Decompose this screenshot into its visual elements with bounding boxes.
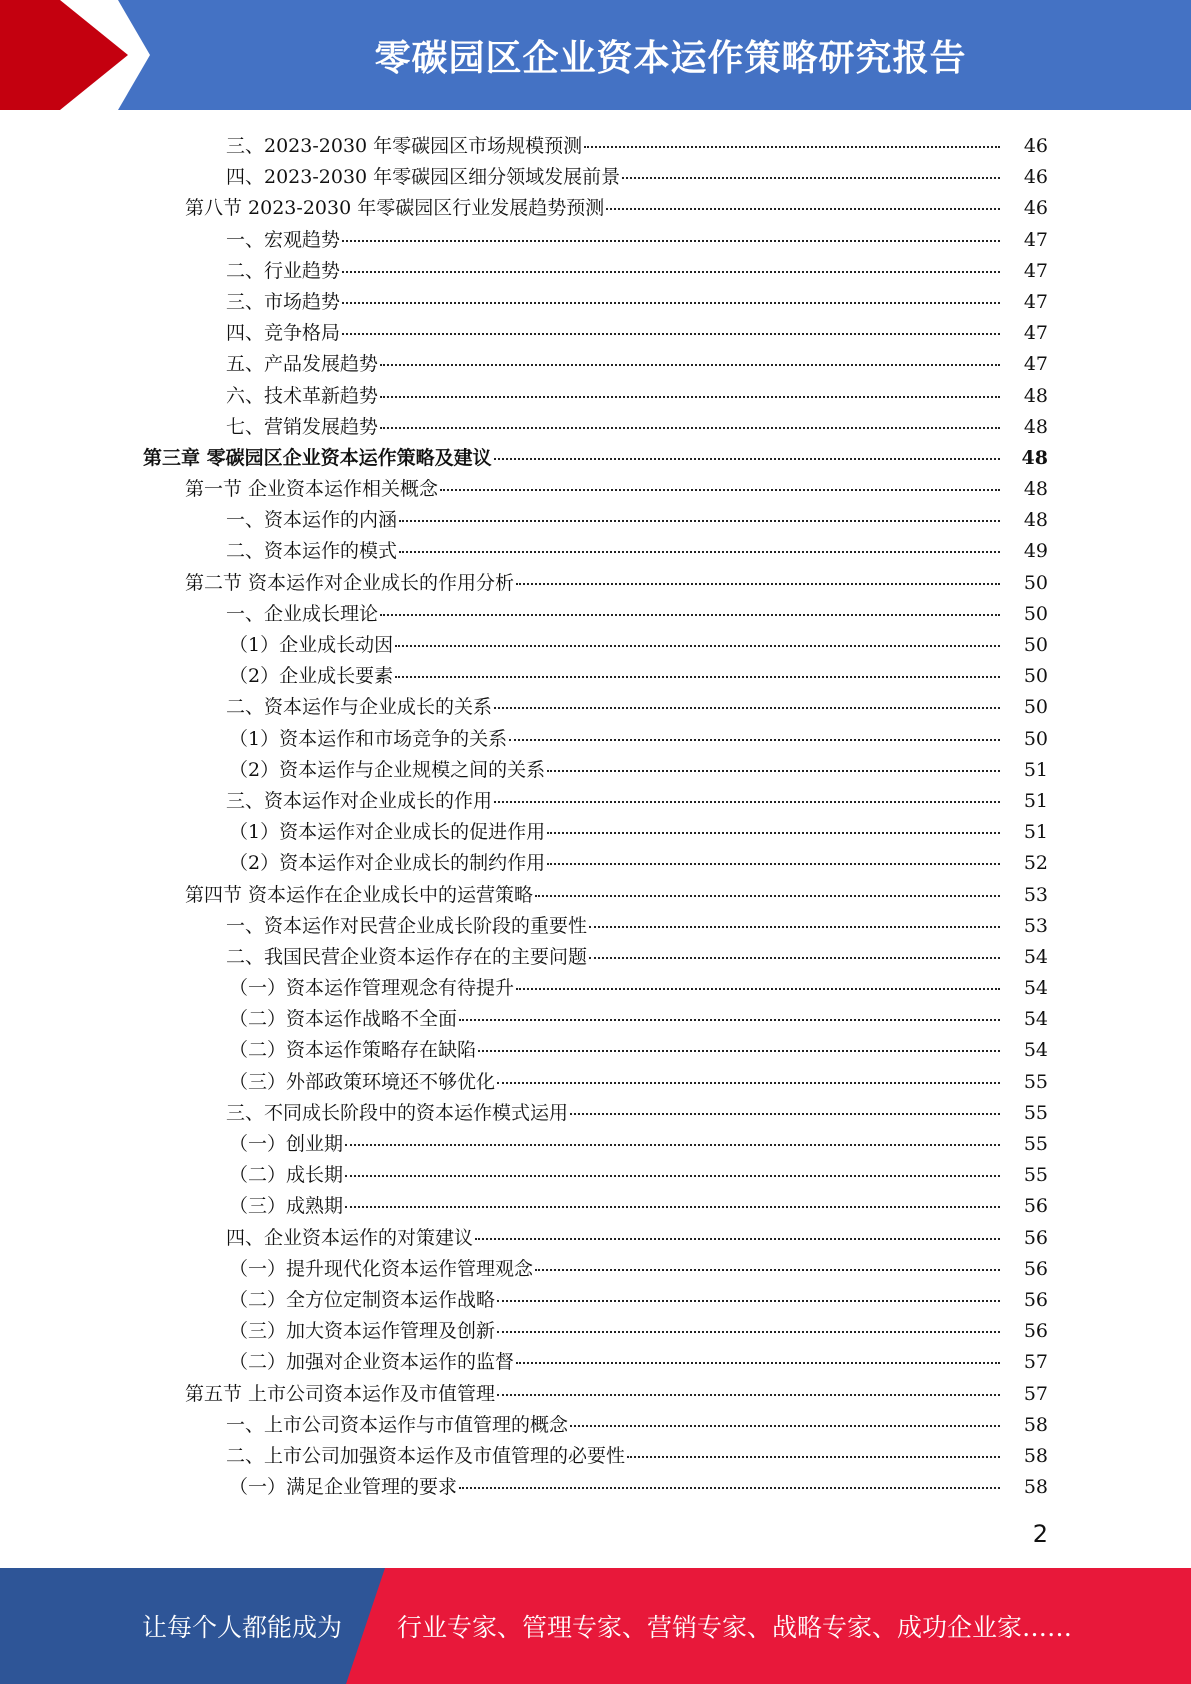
toc-entry-title: 第四节 资本运作在企业成长中的运营策略 [185,883,534,906]
toc-dot-leader [494,458,1000,460]
toc-entry-page: 51 [1023,789,1048,812]
toc-entry-page: 55 [1023,1133,1048,1155]
toc-entry[interactable] [0,377,1191,408]
toc-entry[interactable] [0,1375,1191,1406]
toc-dot-leader [345,1206,1000,1208]
toc-entry-title: 四、2023-2030 年零碳园区细分领域发展前景 [226,166,621,189]
toc-dot-leader [570,1113,1000,1115]
toc-dot-leader [342,302,1000,304]
toc-entry[interactable] [0,221,1191,252]
toc-entry[interactable] [0,1219,1191,1250]
toc-entry-page: 48 [1023,509,1048,532]
toc-entry-title: 一、上市公司资本运作与市值管理的概念 [226,1413,569,1436]
toc-dot-leader [459,1487,1000,1489]
toc-entry-title: （三）加大资本运作管理及创新 [229,1320,496,1343]
toc-entry-page: 47 [1023,228,1048,251]
toc-dot-leader [589,926,1000,928]
toc-entry-page: 57 [1023,1351,1048,1374]
chevron-decoration-icon [0,0,160,110]
toc-dot-leader [547,863,1000,865]
toc-entry-page: 54 [1023,1039,1048,1062]
toc-dot-leader [440,489,1000,491]
toc-dot-leader [535,1269,1000,1271]
toc-entry-title: 七、营销发展趋势 [226,415,379,438]
toc-entry[interactable] [0,1406,1191,1437]
toc-entry-page: 47 [1023,290,1048,313]
toc-entry-page: 58 [1023,1444,1048,1467]
toc-entry-title: （二）成长期 [229,1164,344,1187]
toc-entry-page: 48 [1023,384,1048,407]
toc-dot-leader [342,271,1000,273]
toc-entry[interactable] [0,1281,1191,1312]
report-title: 零碳园区企业资本运作策略研究报告 [374,37,967,79]
toc-entry[interactable] [0,439,1191,470]
page-header [0,0,1191,110]
toc-entry-page: 57 [1023,1382,1048,1405]
toc-entry[interactable] [0,1156,1191,1187]
toc-entry[interactable] [0,595,1191,626]
toc-dot-leader [395,676,1000,678]
toc-entry[interactable] [0,844,1191,875]
toc-entry-page: 50 [1023,602,1048,625]
toc-entry-title: 第八节 2023-2030 年零碳园区行业发展趋势预测 [185,197,605,220]
toc-entry-title: （2）企业成长要素 [229,665,394,688]
toc-entry-title: 一、资本运作对民营企业成长阶段的重要性 [226,914,588,937]
toc-dot-leader [380,396,1000,398]
toc-dot-leader [494,707,1000,709]
toc-entry-page: 52 [1023,852,1048,875]
toc-entry-title: 六、技术革新趋势 [226,384,379,407]
toc-entry[interactable] [0,626,1191,657]
toc-entry[interactable] [0,1343,1191,1374]
toc-entry-title: 第一节 企业资本运作相关概念 [185,478,439,501]
toc-entry-title: 二、资本运作的模式 [226,540,398,563]
toc-entry-page: 50 [1023,696,1048,719]
toc-entry-title: （三）外部政策环境还不够优化 [229,1070,496,1093]
toc-dot-leader [497,1331,1000,1333]
toc-entry-title: 第二节 资本运作对企业成长的作用分析 [185,571,515,594]
toc-entry[interactable] [0,470,1191,501]
toc-dot-leader [606,208,1000,210]
toc-dot-leader [570,1425,1000,1427]
toc-entry[interactable] [0,688,1191,719]
toc-entry-page: 50 [1023,634,1048,656]
toc-entry-page: 56 [1023,1226,1048,1249]
toc-entry-page: 47 [1023,353,1048,376]
toc-entry-title: 第五节 上市公司资本运作及市值管理 [185,1382,496,1405]
toc-entry-title: 三、2023-2030 年零碳园区市场规模预测 [226,135,583,157]
toc-entry-page: 54 [1023,977,1048,1000]
toc-entry-title: 三、市场趋势 [226,290,341,313]
toc-entry-page: 56 [1023,1257,1048,1280]
toc-entry-title: （一）提升现代化资本运作管理观念 [229,1257,534,1280]
toc-entry-page: 55 [1023,1164,1048,1187]
toc-entry-page: 55 [1023,1101,1048,1124]
toc-entry-page: 48 [1021,446,1048,469]
toc-entry-page: 53 [1023,914,1048,937]
toc-entry-title: 三、资本运作对企业成长的作用 [226,789,493,812]
toc-entry[interactable] [0,1031,1191,1062]
toc-entry-page: 48 [1023,415,1048,438]
toc-entry-title: （二）全方位定制资本运作战略 [229,1288,496,1311]
toc-dot-leader [380,364,1000,366]
toc-dot-leader [399,551,1000,553]
toc-entry-page: 51 [1023,758,1048,781]
toc-entry[interactable] [0,1000,1191,1031]
toc-dot-leader [622,177,1000,179]
toc-entry-page: 58 [1023,1413,1048,1436]
toc-entry-page: 50 [1023,571,1048,594]
toc-dot-leader [399,520,1000,522]
toc-entry[interactable] [0,751,1191,782]
toc-entry-page: 50 [1023,727,1048,750]
toc-dot-leader [475,1238,1000,1240]
toc-dot-leader [516,988,1000,990]
toc-entry-title: 二、上市公司加强资本运作及市值管理的必要性 [226,1444,626,1467]
toc-entry-title: 第三章 零碳园区企业资本运作策略及建议 [143,446,492,469]
toc-dot-leader [509,739,1000,741]
toc-entry-title: 三、不同成长阶段中的资本运作模式运用 [226,1101,569,1124]
toc-entry-page: 46 [1023,197,1048,220]
toc-dot-leader [478,1050,1000,1052]
toc-dot-leader [497,1394,1000,1396]
toc-entry-page: 56 [1023,1288,1048,1311]
toc-dot-leader [497,1300,1000,1302]
toc-entry-title: 五、产品发展趋势 [226,353,379,376]
toc-entry[interactable] [0,720,1191,751]
toc-entry-title: （一）满足企业管理的要求 [229,1476,458,1499]
toc-entry[interactable] [0,1125,1191,1156]
toc-dot-leader [342,333,1000,335]
toc-dot-leader [342,240,1000,242]
toc-entry-page: 56 [1023,1320,1048,1343]
toc-entry-page: 46 [1023,135,1048,157]
toc-entry[interactable] [0,127,1191,158]
toc-entry-page: 51 [1023,821,1048,844]
toc-entry[interactable] [0,1468,1191,1499]
toc-entry-title: 四、企业资本运作的对策建议 [226,1226,474,1249]
toc-entry-page: 50 [1023,665,1048,688]
toc-entry-title: （1）资本运作和市场竞争的关系 [229,727,508,750]
toc-dot-leader [459,1019,1000,1021]
toc-entry[interactable] [0,907,1191,938]
toc-entry[interactable] [0,345,1191,376]
toc-entry[interactable] [0,1187,1191,1218]
toc-entry[interactable] [0,252,1191,283]
toc-entry-page: 47 [1023,259,1048,282]
toc-entry-title: 二、我国民营企业资本运作存在的主要问题 [226,945,588,968]
toc-dot-leader [589,957,1000,959]
toc-entry-title: （二）加强对企业资本运作的监督 [229,1351,515,1374]
toc-entry[interactable] [0,813,1191,844]
toc-entry[interactable] [0,938,1191,969]
toc-entry[interactable] [0,1094,1191,1125]
toc-dot-leader [547,832,1000,834]
toc-entry-title: （二）资本运作战略不全面 [229,1008,458,1031]
toc-entry-title: 一、资本运作的内涵 [226,509,398,532]
toc-entry[interactable] [0,283,1191,314]
toc-entry[interactable] [0,876,1191,907]
toc-entry-title: （一）资本运作管理观念有待提升 [229,977,515,1000]
toc-dot-leader [345,1175,1000,1177]
toc-entry-title: 一、宏观趋势 [226,228,341,251]
toc-entry[interactable] [0,657,1191,688]
toc-entry[interactable] [0,1437,1191,1468]
toc-entry-title: （三）成熟期 [229,1195,344,1218]
toc-entry-title: （1）企业成长动因 [229,634,394,656]
toc-entry[interactable] [0,1312,1191,1343]
toc-entry-page: 48 [1023,478,1048,501]
toc-entry[interactable] [0,158,1191,189]
toc-dot-leader [627,1456,1000,1458]
toc-entry[interactable] [0,969,1191,1000]
table-of-contents [0,127,1191,1499]
toc-entry-page: 49 [1023,540,1048,563]
toc-dot-leader [516,1362,1000,1364]
toc-entry[interactable] [0,408,1191,439]
toc-entry[interactable] [0,314,1191,345]
toc-entry[interactable] [0,1063,1191,1094]
toc-entry[interactable] [0,564,1191,595]
toc-entry-title: （1）资本运作对企业成长的促进作用 [229,821,546,844]
page-number: 2 [1032,1520,1048,1548]
toc-entry-title: （二）资本运作策略存在缺陷 [229,1039,477,1062]
toc-entry[interactable] [0,532,1191,563]
toc-entry-title: （2）资本运作对企业成长的制约作用 [229,852,546,875]
toc-entry[interactable] [0,1250,1191,1281]
toc-dot-leader [547,770,1000,772]
toc-entry-page: 46 [1023,166,1048,189]
toc-entry-page: 55 [1023,1070,1048,1093]
footer-slogan-left: 让每个人都能成为 [142,1613,343,1642]
toc-entry-page: 54 [1023,1008,1048,1031]
toc-entry[interactable] [0,189,1191,220]
toc-entry[interactable] [0,782,1191,813]
toc-entry-page: 58 [1023,1476,1048,1499]
toc-dot-leader [494,801,1000,803]
toc-dot-leader [497,1082,1000,1084]
toc-dot-leader [395,645,1000,647]
toc-dot-leader [380,614,1000,616]
toc-dot-leader [584,146,1000,148]
toc-entry-title: 一、企业成长理论 [226,602,379,625]
toc-dot-leader [345,1144,1000,1146]
page-footer [0,1568,1191,1684]
toc-entry-page: 53 [1023,883,1048,906]
toc-dot-leader [516,583,1000,585]
toc-entry[interactable] [0,501,1191,532]
toc-entry-title: （一）创业期 [229,1133,344,1155]
toc-entry-title: 四、竞争格局 [226,322,341,345]
toc-entry-page: 47 [1023,322,1048,345]
toc-entry-page: 54 [1023,945,1048,968]
toc-entry-page: 56 [1023,1195,1048,1218]
toc-entry-title: （2）资本运作与企业规模之间的关系 [229,758,546,781]
toc-entry-title: 二、行业趋势 [226,259,341,282]
toc-entry-title: 二、资本运作与企业成长的关系 [226,696,493,719]
toc-dot-leader [380,427,1000,429]
toc-dot-leader [535,895,1000,897]
footer-slogan-right: 行业专家、管理专家、营销专家、战略专家、成功企业家…… [397,1613,1073,1642]
